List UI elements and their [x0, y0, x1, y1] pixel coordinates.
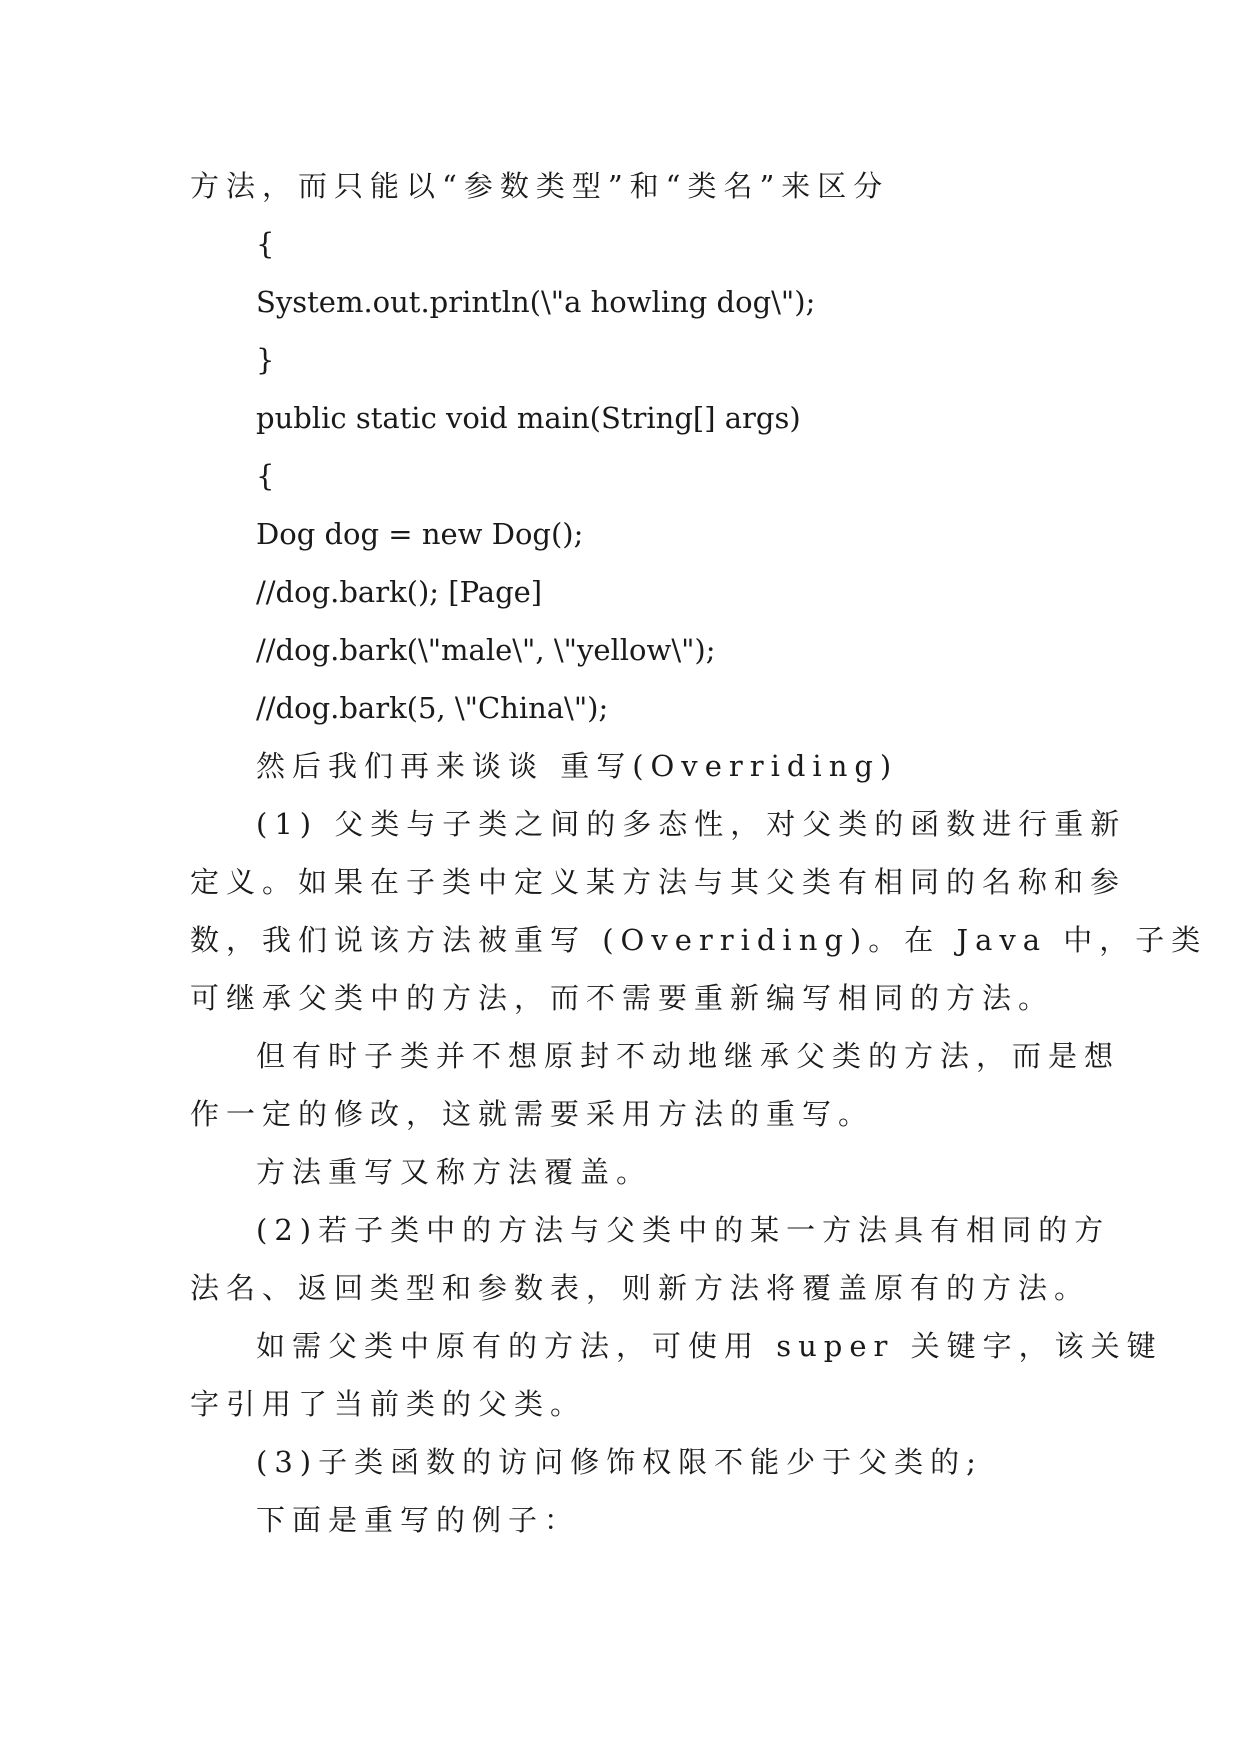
text-line: 可继承父类中的方法，而不需要重新编写相同的方法。: [190, 981, 1055, 1015]
text-line: 方法，而只能以“参数类型”和“类名”来区分: [190, 169, 890, 203]
code-line: {: [256, 459, 275, 493]
text-line: 方法重写又称方法覆盖。: [256, 1155, 653, 1189]
text-line: 然后我们再来谈谈 重写(Overriding): [256, 749, 899, 783]
text-line: 作一定的修改，这就需要采用方法的重写。: [190, 1097, 875, 1131]
text-line: 下面是重写的例子：: [256, 1503, 581, 1537]
code-line: System.out.println(\"a howling dog\");: [256, 285, 816, 319]
code-line: //dog.bark(5, \"China\");: [256, 691, 609, 725]
text-line: (2)若子类中的方法与父类中的某一方法具有相同的方: [256, 1213, 1111, 1247]
text-line: 法名、返回类型和参数表，则新方法将覆盖原有的方法。: [190, 1271, 1091, 1305]
code-line: //dog.bark(); [Page]: [256, 575, 543, 609]
text-line: 如需父类中原有的方法，可使用 super 关键字，该关键: [256, 1329, 1163, 1363]
text-line: 定义。如果在子类中定义某方法与其父类有相同的名称和参: [190, 865, 1127, 899]
code-line: public static void main(String[] args): [256, 401, 801, 435]
code-line: {: [256, 227, 275, 261]
code-line: //dog.bark(\"male\", \"yellow\");: [256, 633, 716, 667]
code-line: }: [256, 343, 275, 377]
text-line: 数，我们说该方法被重写 (Overriding)。在 Java 中，子类: [190, 923, 1208, 957]
code-line: Dog dog = new Dog();: [256, 517, 584, 551]
text-line: 字引用了当前类的父类。: [190, 1387, 587, 1421]
text-line: (3)子类函数的访问修饰权限不能少于父类的;: [256, 1445, 983, 1479]
text-line: 但有时子类并不想原封不动地继承父类的方法，而是想: [256, 1039, 1121, 1073]
text-line: (1) 父类与子类之间的多态性，对父类的函数进行重新: [256, 807, 1127, 841]
